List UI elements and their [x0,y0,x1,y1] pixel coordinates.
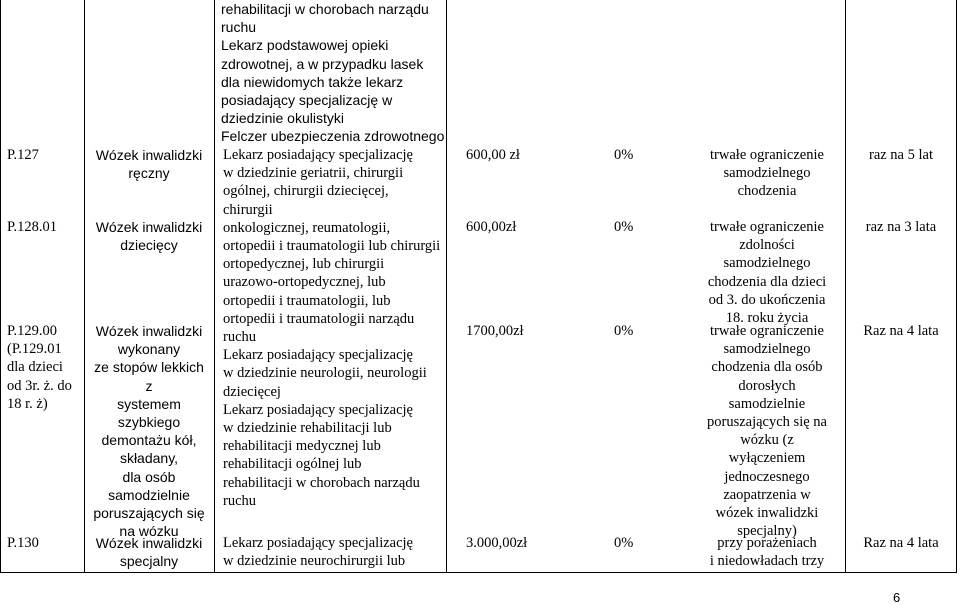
row-price: 600,00zł [466,219,517,235]
row-criteria: trwałe ograniczenie zdolności samodzielnego chodzenia dla dzieci od 3. do ukończenia 18. roku życia [707,219,827,327]
text-line: w dziedzinie geriatrii, chirurgii [223,165,404,182]
text-line: dziedzinie okulistyki [221,110,344,127]
text-line: rehabilitacji w chorobach narządu [223,474,420,491]
text-line: rehabilitacji ogólnej lub [223,456,362,473]
text-line: w dziedzinie neurologii, neurologii [223,365,427,382]
text-line: dziecięcej [223,383,281,400]
row-frequency: Raz na 4 lata [863,535,939,551]
text-line: w dziedzinie rehabilitacji lub [223,420,392,437]
text-line: posiadający specjalizację w [221,92,393,109]
row-frequency: raz na 5 lat [868,147,933,163]
row-price: 3.000,00zł [466,535,528,551]
text-line: Lekarz posiadający specjalizację [223,401,413,418]
text-line: ortopedii i traumatologii narządu [223,310,415,327]
text-line: rehabilitacji w chorobach narządu [221,1,429,17]
row-criteria: przy porażeniach i niedowładach trzy [709,535,825,570]
text-line: ortopedii i traumatologii lub chirurgii [223,238,441,255]
text-line: ogólnej, chirurgii dziecięcej, [223,183,389,200]
text-line: Lekarz posiadający specjalizację [223,147,413,163]
text-line: ruchu [223,492,257,509]
row-code: P.127 [7,147,39,163]
column-divider [446,0,447,573]
text-line: zdrowotnej, a w przypadku lasek [221,55,424,72]
text-line: dla niewidomych także lekarz [221,73,404,90]
row-price: 1700,00zł [466,323,524,339]
text-line: Lekarz posiadający specjalizację [223,347,413,364]
column-divider [214,0,215,573]
text-line: Felczer ubezpieczenia zdrowotnego [221,128,445,145]
row-product-name: Wózek inwalidzki wykonany ze stopów lekkich z systemem szybkiego demontażu kół, składany, dla osób samodzielnie poruszających się na wózku [93,323,205,540]
row-product-name: Wózek inwalidzki ręczny [95,147,203,182]
text-line: urazowo-ortopedycznej, lub [223,274,386,291]
page-number: 6 [893,590,901,605]
text-line: ortopedii i traumatologii, lub [223,292,391,309]
row-code: P.128.01 [7,219,57,235]
row-frequency: Raz na 4 lata [863,323,939,339]
text-line: Lekarz podstawowej opieki [221,37,389,54]
column-divider [845,0,846,573]
row-copay: 0% [614,323,634,339]
specialists-block [223,146,440,510]
text-line: ruchu [221,19,257,36]
row-product-name: Wózek inwalidzki specjalny [95,535,203,570]
row-code: P.129.00 (P.129.01 dla dzieci od 3r. ż. do 18 r. ż) [7,323,72,412]
row-copay: 0% [614,535,634,551]
text-line: onkologicznej, reumatologii, [223,219,391,236]
text-line: ruchu [223,329,257,346]
row-criteria: trwałe ograniczenie samodzielnego chodzenia [710,147,824,200]
row-criteria: trwałe ograniczenie samodzielnego chodzenia dla osób dorosłych samodzielnie poruszających się na wózku (z wyłączeniem jednoczesnego zaopatrzenia w wózek inwalidzki specjalny) [707,323,827,540]
row-copay: 0% [614,219,634,235]
row-frequency: raz na 3 lata [865,219,937,235]
specialist-continuation [221,0,444,146]
last-row-specialist: Lekarz posiadający specjalizację w dziedzinie neurochirurgii lub [223,535,413,570]
row-copay: 0% [614,147,634,163]
row-price: 600,00 zł [466,147,520,163]
row-product-name: Wózek inwalidzki dziecięcy [95,219,203,254]
row-code: P.130 [7,535,39,551]
text-line: rehabilitacji medycznej lub [223,438,381,455]
text-line: ortopedycznej, lub chirurgii [223,256,385,273]
text-line: chirurgii [223,201,273,218]
